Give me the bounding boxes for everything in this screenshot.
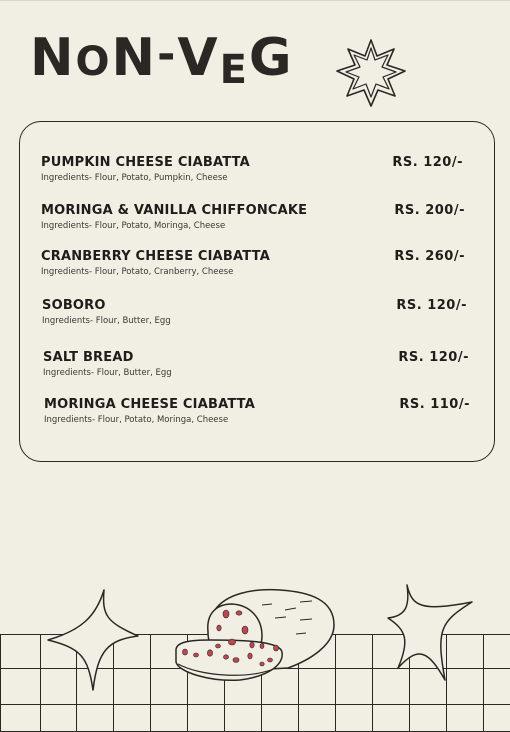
menu-card: [19, 121, 495, 462]
tiled-counter-illustration: [0, 580, 510, 732]
menu-item: [44, 397, 470, 426]
item-price: RS. 120/-: [398, 350, 469, 365]
item-price: RS. 200/-: [394, 203, 465, 218]
item-name: SALT BREAD: [43, 350, 134, 365]
item-price: RS. 120/-: [392, 155, 463, 170]
item-price: RS. 120/-: [396, 298, 467, 313]
burst-star-icon: [334, 38, 408, 108]
sparkle-star-icon: [48, 590, 138, 690]
item-ingredients: Ingredients- Flour, Potato, Cranberry, Cheese: [41, 267, 234, 277]
item-name: PUMPKIN CHEESE CIABATTA: [41, 155, 250, 170]
item-price: RS. 260/-: [394, 249, 465, 264]
sparkle-star-icon: [388, 585, 472, 680]
item-name: SOBORO: [42, 298, 106, 313]
item-ingredients: Ingredients- Flour, Potato, Moringa, Cheese: [44, 415, 229, 425]
page-title: [30, 28, 294, 93]
title-letter: V: [177, 28, 220, 88]
title-letter: E: [219, 47, 249, 93]
item-name: CRANBERRY CHEESE CIABATTA: [41, 249, 270, 264]
item-name: MORINGA CHEESE CIABATTA: [44, 397, 256, 412]
item-ingredients: Ingredients- Flour, Butter, Egg: [43, 368, 172, 378]
title-letter: O: [75, 39, 112, 85]
menu-item: [41, 249, 465, 278]
item-price: RS. 110/-: [399, 397, 470, 412]
title-letter: N: [111, 28, 158, 88]
page-top-edge: [0, 0, 510, 1]
item-ingredients: Ingredients- Flour, Potato, Moringa, Cheese: [41, 221, 226, 231]
title-letter: G: [248, 28, 294, 88]
menu-item: [41, 203, 465, 232]
title-letter: N: [30, 28, 76, 88]
title-letter: -: [157, 29, 178, 80]
item-ingredients: Ingredients- Flour, Butter, Egg: [42, 316, 171, 326]
menu-item: [41, 155, 461, 184]
item-ingredients: Ingredients- Flour, Potato, Pumpkin, Cheese: [41, 173, 228, 183]
menu-item: [43, 350, 469, 379]
menu-item: [42, 298, 467, 327]
item-name: MORINGA & VANILLA CHIFFONCAKE: [41, 203, 308, 218]
